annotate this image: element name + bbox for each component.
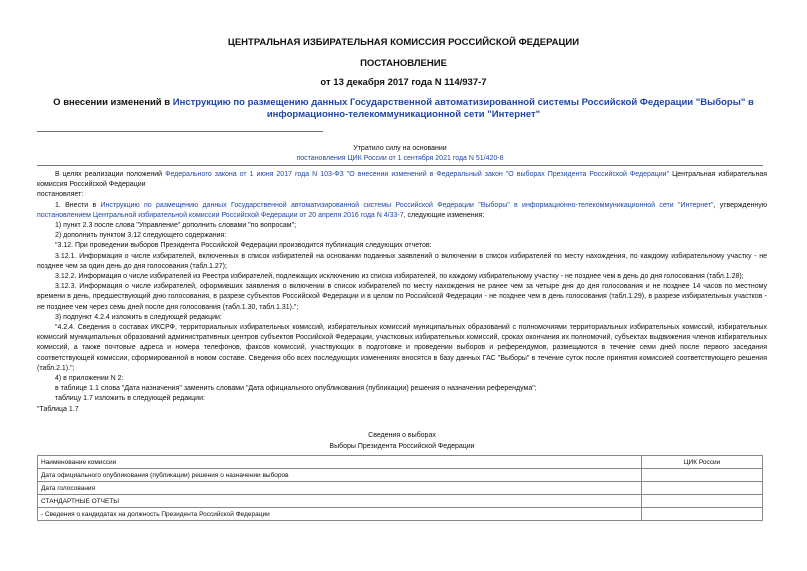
resolution-link[interactable]: постановлением Центральной избирательной комиссии Российской Федерации от 20 апреля 2016 года N 4/33-7 (37, 211, 404, 219)
table-number-label: "Таблица 1.7 (37, 405, 79, 413)
clause-3-12-3: 3.12.3. Информация о числе избирателей, оформивших заявления о включении в список избирателей по месту нахождения не ранее чем за четыре дня до дня голосования и не позднее 14 часов по местному времени в день, предшествующий дню голосования, в разрезе субъектов Российской Федерации и в целом по Российской Федерации - не позднее чем в день голосования (табл.1.29), в разрезе избирательных участков - не позднее чем через семь дней после дня голосования (табл.1.30, табл.1.31)."; (37, 283, 767, 311)
elections-info-table (37, 455, 763, 521)
document-type: ПОСТАНОВЛЕНИЕ (360, 58, 447, 69)
table-row (38, 456, 763, 469)
resolves-paragraph: постановляет: (37, 191, 84, 199)
table-subcaption: Выборы Президента Российской Федерации (329, 443, 475, 450)
table-cell (642, 469, 763, 482)
issuing-authority: ЦЕНТРАЛЬНАЯ ИЗБИРАТЕЛЬНАЯ КОМИССИЯ РОССИЙСКОЙ ФЕДЕРАЦИИ (227, 37, 580, 48)
document-date-number: от 13 декабря 2017 года N 114/937-7 (320, 77, 487, 88)
amendment-2: 2) дополнить пунктом 3.12 следующего содержания: (55, 232, 227, 240)
document-title (40, 97, 767, 121)
status-note: Утратило силу на основании (353, 145, 447, 152)
table-1-7-change: таблицу 1.7 изложить в следующей редакции: (55, 395, 205, 403)
instruction-link[interactable]: Инструкцию по размещению данных Государственной автоматизированной системы Российской Федерации "Выборы" в информационно-телекоммуникационной сети "Интернет" (100, 201, 714, 209)
status-repeal-link[interactable]: постановления ЦИК России от 1 сентября 2021 года N 51/420-8 (296, 155, 504, 162)
table-cell: - Сведения о кандидатах на должность Президента Российской Федерации (38, 508, 642, 521)
status-divider (37, 165, 763, 166)
clause-3-12-1: 3.12.1. Информация о числе избирателей, включенных в список избирателей на основании поданных заявлений о включении в список избирателей по месту нахождения, по каждому избирательному участку - не позднее чем за один день до дня голосования (табл.1.27); (37, 252, 767, 270)
amendment-3: 3) подпункт 4.2.4 изложить в следующей редакции: (55, 313, 222, 321)
table-row (38, 508, 763, 521)
table-row (38, 469, 763, 482)
header-divider (37, 131, 323, 132)
table-cell: Наименование комиссии (38, 456, 642, 469)
table-cell (642, 482, 763, 495)
item-1-paragraph: 1. Внести в Инструкцию по размещению данных Государственной автоматизированной системы Российской Федерации "Выборы" в информационно-телекоммуникационной сети "Интернет", утвержденную постановлением Центральной избирательной комиссии Российской Федерации от 20 апреля 2016 года N 4/33-7, следующие изменения: (37, 201, 768, 219)
table-caption: Сведения о выборах (368, 432, 436, 439)
table-cell: Дата голосования (38, 482, 642, 495)
federal-law-link[interactable]: Федерального закона от 1 июня 2017 года N 103-ФЗ "О внесении изменений в Федеральный закон "О выборах Президента Российской Федерации" (165, 171, 670, 178)
table-row (38, 482, 763, 495)
clause-4-2-4: "4.2.4. Сведения о составах ИКСРФ, территориальных избирательных комиссий, избирательных комиссий муниципальных образований с полномочиями территориальных избирательных комиссий, избирательных комиссий муниципальных образований административных центров субъектов Российской Федерации, участковых избирательных комиссий, сроках окончания их полномочий, субъектах выдвижения членов избирательных комиссий, а также почтовые адреса и номера телефонов, факсов комиссий, участвующих в подготовке и проведении выборов и референдумов, размещаются в течение семи дней после первого заседания соответствующей комиссии, сформированной в новом составе. Сведения обо всех последующих изменениях вносятся в базу данных ГАС "Выборы" в течение суток после принятия комиссией соответствующего решения (табл.2.1)."; (37, 324, 767, 372)
amendment-4: 4) в приложении N 2: (55, 375, 124, 383)
amendment-1: 1) пункт 2.3 после слова "Управление" дополнить словами "по вопросам"; (55, 222, 297, 230)
document-body (37, 170, 767, 415)
title-instruction-link[interactable]: Инструкцию по размещению данных Государственной автоматизированной системы Российской Федерации "Выборы" в информационно-телекоммуникационной сети "Интернет" (172, 97, 754, 120)
table-cell: СТАНДАРТНЫЕ ОТЧЕТЫ (38, 495, 642, 508)
clause-3-12-2: 3.12.2. Информация о числе избирателей из Реестра избирателей, подлежащих исключению из списка избирателей, по каждому избирательному участку - не позднее чем в день до дня голосования (табл.1.28); (55, 273, 744, 281)
table-cell: Дата официального опубликования (публикации) решения о назначении выборов (38, 469, 642, 482)
table-cell (642, 495, 763, 508)
clause-3-12: "3.12. При проведении выборов Президента Российской Федерации производится публикация следующих отчетов: (55, 242, 432, 250)
preamble-paragraph: В целях реализации положений Федерального закона от 1 июня 2017 года N 103-ФЗ "О внесении изменений в Федеральный закон "О выборах Президента Российской Федерации" Центральная избирательная комиссия Российской Федерации (37, 171, 767, 189)
table-cell (642, 508, 763, 521)
table-1-1-change: в таблице 1.1 слова "Дата назначения" заменить словами "Дата официального опубликования (публикации) решения о назначении референдума"; (55, 385, 537, 393)
title-prefix: О внесении изменений в (53, 97, 173, 108)
table-cell: ЦИК России (642, 456, 763, 469)
table-row (38, 495, 763, 508)
